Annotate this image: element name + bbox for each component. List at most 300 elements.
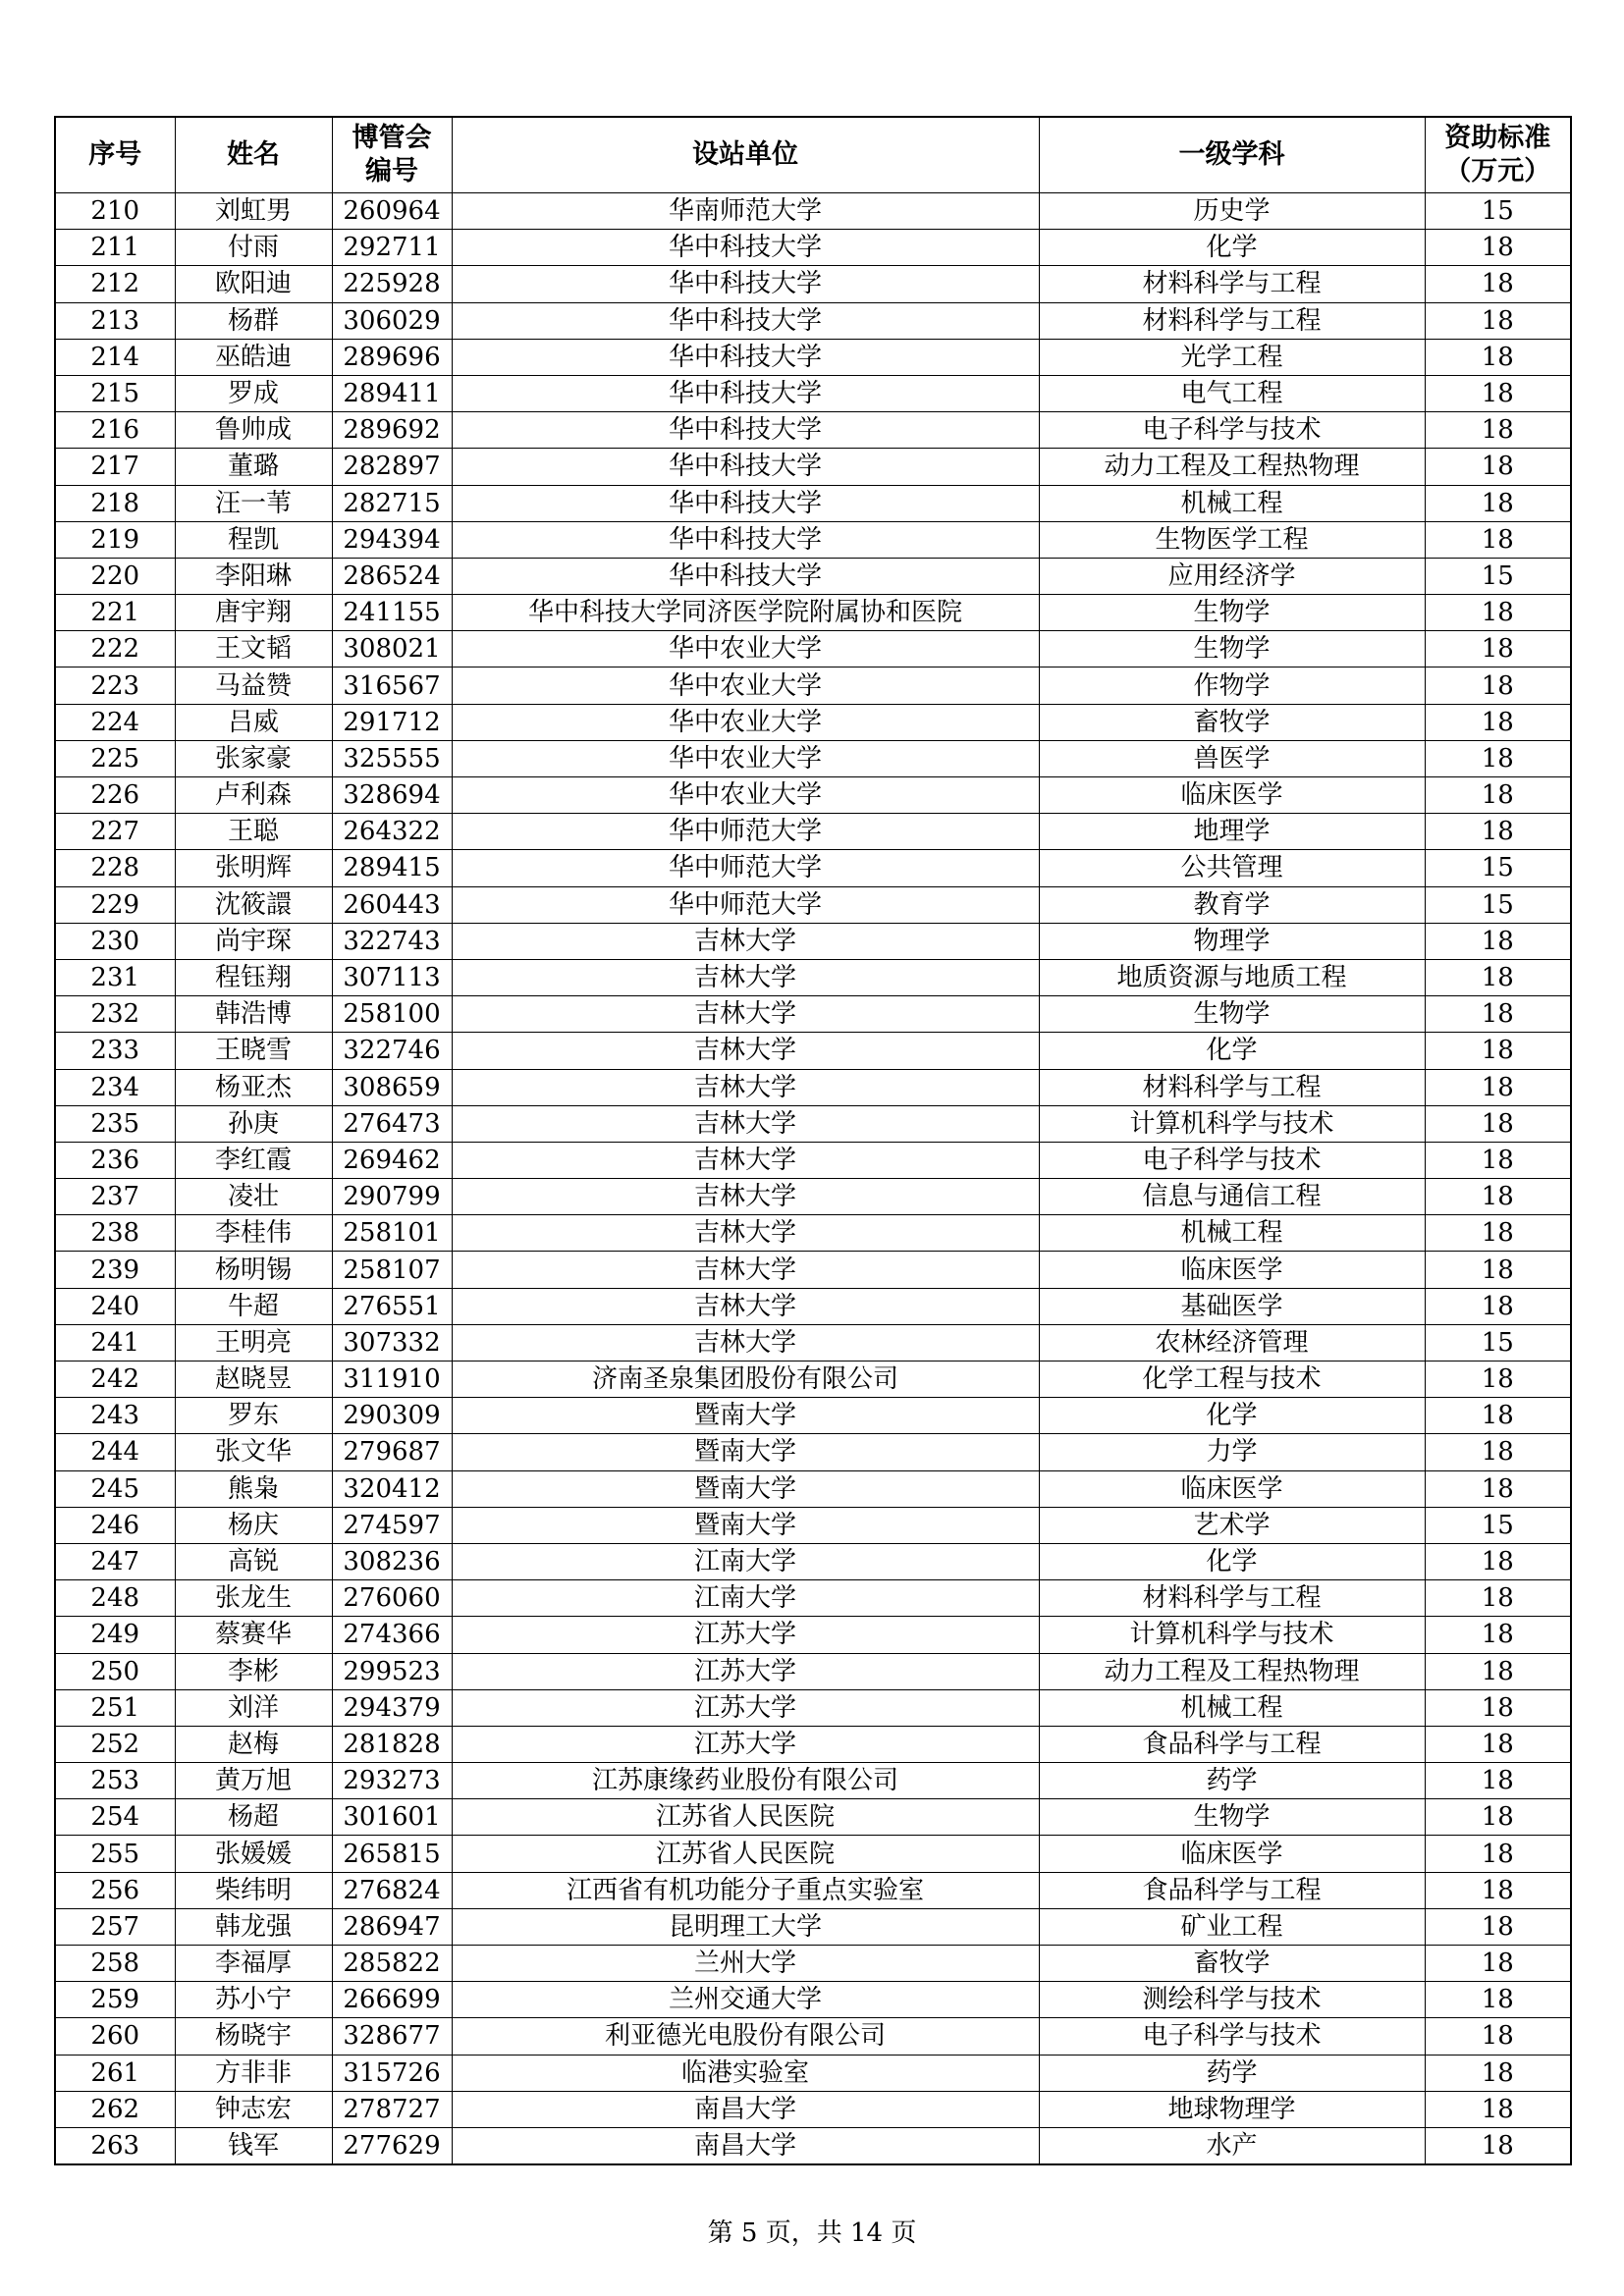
cell-subject: 食品科学与工程 xyxy=(1039,1872,1425,1908)
cell-host-unit: 吉林大学 xyxy=(452,959,1039,995)
cell-host-unit: 华中师范大学 xyxy=(452,850,1039,886)
cell-subject: 动力工程及工程热物理 xyxy=(1039,449,1425,485)
cell-host-unit: 暨南大学 xyxy=(452,1507,1039,1543)
cell-name: 黄万旭 xyxy=(175,1763,332,1799)
table-row xyxy=(55,923,1571,959)
cell-registry-number: 315726 xyxy=(332,2055,452,2091)
cell-host-unit: 吉林大学 xyxy=(452,1142,1039,1178)
cell-funding: 18 xyxy=(1425,1362,1571,1398)
cell-name: 张家豪 xyxy=(175,740,332,776)
cell-host-unit: 利亚德光电股份有限公司 xyxy=(452,2018,1039,2055)
cell-registry-number: 265815 xyxy=(332,1836,452,1872)
cell-name: 李福厚 xyxy=(175,1946,332,1982)
table-row xyxy=(55,1324,1571,1361)
table-row xyxy=(55,230,1571,266)
cell-subject: 生物医学工程 xyxy=(1039,521,1425,558)
cell-subject: 力学 xyxy=(1039,1434,1425,1470)
cell-funding: 18 xyxy=(1425,704,1571,740)
cell-subject: 畜牧学 xyxy=(1039,704,1425,740)
cell-subject: 电子科学与技术 xyxy=(1039,412,1425,449)
cell-index: 232 xyxy=(55,996,175,1033)
cell-host-unit: 华中科技大学 xyxy=(452,558,1039,594)
cell-name: 马益赞 xyxy=(175,667,332,704)
cell-registry-number: 225928 xyxy=(332,266,452,302)
table-row xyxy=(55,740,1571,776)
cell-name: 欧阳迪 xyxy=(175,266,332,302)
cell-index: 214 xyxy=(55,339,175,375)
cell-host-unit: 华中农业大学 xyxy=(452,777,1039,814)
cell-host-unit: 华中科技大学 xyxy=(452,339,1039,375)
cell-registry-number: 308021 xyxy=(332,631,452,667)
cell-index: 231 xyxy=(55,959,175,995)
cell-host-unit: 暨南大学 xyxy=(452,1434,1039,1470)
table-row xyxy=(55,1252,1571,1288)
cell-name: 韩浩博 xyxy=(175,996,332,1033)
cell-registry-number: 286524 xyxy=(332,558,452,594)
cell-subject: 计算机科学与技术 xyxy=(1039,1105,1425,1142)
cell-funding: 18 xyxy=(1425,595,1571,631)
table-row xyxy=(55,1799,1571,1836)
cell-funding: 18 xyxy=(1425,631,1571,667)
cell-registry-number: 274366 xyxy=(332,1617,452,1653)
cell-name: 凌壮 xyxy=(175,1179,332,1215)
cell-registry-number: 311910 xyxy=(332,1362,452,1398)
cell-subject: 电气工程 xyxy=(1039,375,1425,411)
cell-subject: 计算机科学与技术 xyxy=(1039,1617,1425,1653)
cell-name: 张龙生 xyxy=(175,1580,332,1617)
cell-index: 236 xyxy=(55,1142,175,1178)
cell-funding: 18 xyxy=(1425,412,1571,449)
cell-subject: 基础医学 xyxy=(1039,1288,1425,1324)
cell-name: 罗东 xyxy=(175,1398,332,1434)
cell-subject: 化学 xyxy=(1039,1033,1425,1069)
cell-registry-number: 328694 xyxy=(332,777,452,814)
cell-registry-number: 322746 xyxy=(332,1033,452,1069)
table-row xyxy=(55,2055,1571,2091)
cell-subject: 农林经济管理 xyxy=(1039,1324,1425,1361)
cell-host-unit: 兰州大学 xyxy=(452,1946,1039,1982)
cell-funding: 18 xyxy=(1425,1580,1571,1617)
cell-name: 董璐 xyxy=(175,449,332,485)
cell-funding: 15 xyxy=(1425,886,1571,923)
cell-subject: 水产 xyxy=(1039,2127,1425,2164)
cell-host-unit: 江苏大学 xyxy=(452,1726,1039,1762)
cell-registry-number: 328677 xyxy=(332,2018,452,2055)
cell-subject: 化学 xyxy=(1039,230,1425,266)
cell-funding: 18 xyxy=(1425,1434,1571,1470)
cell-funding: 18 xyxy=(1425,2055,1571,2091)
cell-registry-number: 307113 xyxy=(332,959,452,995)
cell-funding: 18 xyxy=(1425,2127,1571,2164)
cell-registry-number: 281828 xyxy=(332,1726,452,1762)
cell-registry-number: 286947 xyxy=(332,1908,452,1945)
cell-registry-number: 308659 xyxy=(332,1069,452,1105)
cell-funding: 18 xyxy=(1425,1872,1571,1908)
cell-registry-number: 285822 xyxy=(332,1946,452,1982)
cell-name: 钟志宏 xyxy=(175,2091,332,2127)
cell-funding: 18 xyxy=(1425,2018,1571,2055)
cell-index: 228 xyxy=(55,850,175,886)
cell-registry-number: 308236 xyxy=(332,1543,452,1579)
cell-index: 262 xyxy=(55,2091,175,2127)
cell-subject: 材料科学与工程 xyxy=(1039,1069,1425,1105)
table-row xyxy=(55,814,1571,850)
header-subject: 一级学科 xyxy=(1039,117,1425,193)
cell-index: 210 xyxy=(55,193,175,230)
cell-registry-number: 289692 xyxy=(332,412,452,449)
cell-index: 251 xyxy=(55,1689,175,1726)
cell-subject: 教育学 xyxy=(1039,886,1425,923)
cell-subject: 化学 xyxy=(1039,1398,1425,1434)
cell-funding: 18 xyxy=(1425,339,1571,375)
cell-funding: 18 xyxy=(1425,485,1571,521)
cell-name: 汪一苇 xyxy=(175,485,332,521)
cell-funding: 18 xyxy=(1425,923,1571,959)
cell-subject: 化学工程与技术 xyxy=(1039,1362,1425,1398)
cell-funding: 18 xyxy=(1425,1069,1571,1105)
cell-registry-number: 276060 xyxy=(332,1580,452,1617)
cell-host-unit: 江西省有机功能分子重点实验室 xyxy=(452,1872,1039,1908)
cell-index: 248 xyxy=(55,1580,175,1617)
cell-name: 程钰翔 xyxy=(175,959,332,995)
cell-registry-number: 260964 xyxy=(332,193,452,230)
header-registry-line2: 编号 xyxy=(365,156,418,187)
cell-index: 235 xyxy=(55,1105,175,1142)
cell-registry-number: 274597 xyxy=(332,1507,452,1543)
cell-subject: 机械工程 xyxy=(1039,1215,1425,1252)
cell-host-unit: 江苏康缘药业股份有限公司 xyxy=(452,1763,1039,1799)
table-header xyxy=(55,117,1571,193)
cell-index: 230 xyxy=(55,923,175,959)
table-row xyxy=(55,1142,1571,1178)
cell-name: 李彬 xyxy=(175,1653,332,1689)
table-row xyxy=(55,339,1571,375)
cell-registry-number: 289411 xyxy=(332,375,452,411)
cell-host-unit: 华中农业大学 xyxy=(452,631,1039,667)
cell-host-unit: 济南圣泉集团股份有限公司 xyxy=(452,1362,1039,1398)
cell-funding: 18 xyxy=(1425,814,1571,850)
cell-name: 杨超 xyxy=(175,1799,332,1836)
cell-funding: 18 xyxy=(1425,1653,1571,1689)
table-row xyxy=(55,1726,1571,1762)
cell-host-unit: 吉林大学 xyxy=(452,1033,1039,1069)
cell-funding: 18 xyxy=(1425,1726,1571,1762)
cell-index: 252 xyxy=(55,1726,175,1762)
cell-registry-number: 290799 xyxy=(332,1179,452,1215)
cell-name: 刘洋 xyxy=(175,1689,332,1726)
cell-funding: 18 xyxy=(1425,230,1571,266)
cell-name: 赵梅 xyxy=(175,1726,332,1762)
page-footer: 第 5 页，共 14 页 xyxy=(707,2218,917,2248)
cell-index: 261 xyxy=(55,2055,175,2091)
table-row xyxy=(55,595,1571,631)
cell-subject: 生物学 xyxy=(1039,595,1425,631)
cell-funding: 18 xyxy=(1425,1398,1571,1434)
cell-host-unit: 吉林大学 xyxy=(452,996,1039,1033)
table-row xyxy=(55,959,1571,995)
cell-funding: 18 xyxy=(1425,667,1571,704)
cell-funding: 18 xyxy=(1425,1689,1571,1726)
cell-index: 246 xyxy=(55,1507,175,1543)
table-row xyxy=(55,2127,1571,2164)
cell-subject: 兽医学 xyxy=(1039,740,1425,776)
cell-subject: 生物学 xyxy=(1039,631,1425,667)
cell-funding: 18 xyxy=(1425,1982,1571,2018)
cell-name: 罗成 xyxy=(175,375,332,411)
cell-index: 219 xyxy=(55,521,175,558)
cell-index: 225 xyxy=(55,740,175,776)
cell-host-unit: 南昌大学 xyxy=(452,2091,1039,2127)
cell-subject: 作物学 xyxy=(1039,667,1425,704)
cell-name: 韩龙强 xyxy=(175,1908,332,1945)
cell-funding: 18 xyxy=(1425,1763,1571,1799)
cell-funding: 18 xyxy=(1425,1946,1571,1982)
table-row xyxy=(55,1543,1571,1579)
table-row xyxy=(55,777,1571,814)
cell-registry-number: 322743 xyxy=(332,923,452,959)
cell-registry-number: 282715 xyxy=(332,485,452,521)
cell-host-unit: 华中科技大学同济医学院附属协和医院 xyxy=(452,595,1039,631)
cell-index: 216 xyxy=(55,412,175,449)
cell-registry-number: 299523 xyxy=(332,1653,452,1689)
cell-index: 259 xyxy=(55,1982,175,2018)
table-row xyxy=(55,521,1571,558)
cell-host-unit: 华中科技大学 xyxy=(452,302,1039,339)
cell-host-unit: 江南大学 xyxy=(452,1543,1039,1579)
cell-funding: 18 xyxy=(1425,2091,1571,2127)
cell-host-unit: 江苏大学 xyxy=(452,1617,1039,1653)
cell-index: 250 xyxy=(55,1653,175,1689)
table-row xyxy=(55,1288,1571,1324)
header-name: 姓名 xyxy=(175,117,332,193)
cell-subject: 动力工程及工程热物理 xyxy=(1039,1653,1425,1689)
cell-index: 263 xyxy=(55,2127,175,2164)
cell-registry-number: 279687 xyxy=(332,1434,452,1470)
cell-registry-number: 291712 xyxy=(332,704,452,740)
cell-name: 熊枭 xyxy=(175,1470,332,1507)
table-row xyxy=(55,1434,1571,1470)
cell-host-unit: 华中科技大学 xyxy=(452,230,1039,266)
cell-name: 王明亮 xyxy=(175,1324,332,1361)
cell-host-unit: 昆明理工大学 xyxy=(452,1908,1039,1945)
cell-funding: 18 xyxy=(1425,1033,1571,1069)
cell-name: 柴纬明 xyxy=(175,1872,332,1908)
table-body xyxy=(55,193,1571,2165)
cell-name: 张媛媛 xyxy=(175,1836,332,1872)
table-row xyxy=(55,2018,1571,2055)
table-row xyxy=(55,1617,1571,1653)
cell-host-unit: 华中农业大学 xyxy=(452,740,1039,776)
header-host-unit: 设站单位 xyxy=(452,117,1039,193)
cell-registry-number: 294379 xyxy=(332,1689,452,1726)
table-row xyxy=(55,1507,1571,1543)
cell-host-unit: 吉林大学 xyxy=(452,1179,1039,1215)
cell-host-unit: 华南师范大学 xyxy=(452,193,1039,230)
table-row xyxy=(55,1982,1571,2018)
cell-host-unit: 南昌大学 xyxy=(452,2127,1039,2164)
cell-registry-number: 320412 xyxy=(332,1470,452,1507)
table-row xyxy=(55,1362,1571,1398)
cell-host-unit: 华中师范大学 xyxy=(452,814,1039,850)
cell-funding: 15 xyxy=(1425,558,1571,594)
cell-index: 211 xyxy=(55,230,175,266)
cell-subject: 测绘科学与技术 xyxy=(1039,1982,1425,2018)
table-row xyxy=(55,667,1571,704)
cell-name: 李桂伟 xyxy=(175,1215,332,1252)
cell-name: 牛超 xyxy=(175,1288,332,1324)
cell-host-unit: 吉林大学 xyxy=(452,1288,1039,1324)
cell-name: 卢利森 xyxy=(175,777,332,814)
table-row xyxy=(55,1653,1571,1689)
cell-host-unit: 暨南大学 xyxy=(452,1470,1039,1507)
cell-subject: 畜牧学 xyxy=(1039,1946,1425,1982)
cell-index: 215 xyxy=(55,375,175,411)
table-row xyxy=(55,1836,1571,1872)
cell-registry-number: 290309 xyxy=(332,1398,452,1434)
cell-index: 243 xyxy=(55,1398,175,1434)
cell-host-unit: 华中科技大学 xyxy=(452,449,1039,485)
cell-host-unit: 华中农业大学 xyxy=(452,704,1039,740)
cell-funding: 18 xyxy=(1425,302,1571,339)
table-row xyxy=(55,631,1571,667)
cell-registry-number: 307332 xyxy=(332,1324,452,1361)
cell-name: 蔡赛华 xyxy=(175,1617,332,1653)
table-row xyxy=(55,266,1571,302)
cell-subject: 材料科学与工程 xyxy=(1039,266,1425,302)
cell-subject: 光学工程 xyxy=(1039,339,1425,375)
cell-funding: 18 xyxy=(1425,1142,1571,1178)
table-row xyxy=(55,302,1571,339)
cell-index: 226 xyxy=(55,777,175,814)
cell-host-unit: 临港实验室 xyxy=(452,2055,1039,2091)
table-row xyxy=(55,412,1571,449)
cell-funding: 15 xyxy=(1425,193,1571,230)
cell-name: 杨群 xyxy=(175,302,332,339)
cell-name: 杨晓宇 xyxy=(175,2018,332,2055)
cell-index: 242 xyxy=(55,1362,175,1398)
cell-index: 221 xyxy=(55,595,175,631)
cell-host-unit: 江苏大学 xyxy=(452,1653,1039,1689)
cell-subject: 临床医学 xyxy=(1039,777,1425,814)
cell-subject: 材料科学与工程 xyxy=(1039,1580,1425,1617)
cell-funding: 18 xyxy=(1425,959,1571,995)
cell-host-unit: 江南大学 xyxy=(452,1580,1039,1617)
cell-registry-number: 241155 xyxy=(332,595,452,631)
cell-subject: 临床医学 xyxy=(1039,1836,1425,1872)
table-row xyxy=(55,1872,1571,1908)
cell-name: 王文韬 xyxy=(175,631,332,667)
cell-index: 212 xyxy=(55,266,175,302)
cell-funding: 18 xyxy=(1425,449,1571,485)
cell-host-unit: 兰州交通大学 xyxy=(452,1982,1039,2018)
cell-index: 254 xyxy=(55,1799,175,1836)
cell-funding: 18 xyxy=(1425,375,1571,411)
cell-funding: 18 xyxy=(1425,1617,1571,1653)
cell-index: 249 xyxy=(55,1617,175,1653)
cell-name: 巫皓迪 xyxy=(175,339,332,375)
cell-name: 刘虹男 xyxy=(175,193,332,230)
table-row xyxy=(55,1069,1571,1105)
cell-funding: 18 xyxy=(1425,521,1571,558)
cell-subject: 电子科学与技术 xyxy=(1039,1142,1425,1178)
cell-host-unit: 华中科技大学 xyxy=(452,375,1039,411)
cell-registry-number: 293273 xyxy=(332,1763,452,1799)
cell-index: 220 xyxy=(55,558,175,594)
cell-registry-number: 301601 xyxy=(332,1799,452,1836)
table-row xyxy=(55,1105,1571,1142)
table-row xyxy=(55,886,1571,923)
cell-registry-number: 258100 xyxy=(332,996,452,1033)
table-row xyxy=(55,1470,1571,1507)
cell-name: 李阳琳 xyxy=(175,558,332,594)
cell-registry-number: 276551 xyxy=(332,1288,452,1324)
cell-registry-number: 266699 xyxy=(332,1982,452,2018)
cell-name: 唐宇翔 xyxy=(175,595,332,631)
cell-index: 217 xyxy=(55,449,175,485)
cell-name: 高锐 xyxy=(175,1543,332,1579)
cell-registry-number: 278727 xyxy=(332,2091,452,2127)
cell-funding: 18 xyxy=(1425,1105,1571,1142)
cell-index: 258 xyxy=(55,1946,175,1982)
cell-host-unit: 江苏大学 xyxy=(452,1689,1039,1726)
cell-registry-number: 260443 xyxy=(332,886,452,923)
cell-name: 尚宇琛 xyxy=(175,923,332,959)
cell-index: 255 xyxy=(55,1836,175,1872)
cell-registry-number: 276473 xyxy=(332,1105,452,1142)
cell-index: 240 xyxy=(55,1288,175,1324)
cell-name: 杨庆 xyxy=(175,1507,332,1543)
cell-host-unit: 江苏省人民医院 xyxy=(452,1836,1039,1872)
cell-host-unit: 吉林大学 xyxy=(452,1252,1039,1288)
cell-funding: 18 xyxy=(1425,777,1571,814)
header-registry-number xyxy=(332,117,452,193)
cell-subject: 机械工程 xyxy=(1039,1689,1425,1726)
cell-index: 238 xyxy=(55,1215,175,1252)
cell-index: 244 xyxy=(55,1434,175,1470)
table-row xyxy=(55,485,1571,521)
cell-host-unit: 华中科技大学 xyxy=(452,521,1039,558)
cell-index: 224 xyxy=(55,704,175,740)
cell-index: 247 xyxy=(55,1543,175,1579)
cell-subject: 艺术学 xyxy=(1039,1507,1425,1543)
header-registry-line1: 博管会 xyxy=(352,123,432,153)
cell-funding: 18 xyxy=(1425,1179,1571,1215)
cell-index: 223 xyxy=(55,667,175,704)
cell-host-unit: 华中科技大学 xyxy=(452,412,1039,449)
cell-subject: 临床医学 xyxy=(1039,1252,1425,1288)
header-funding-line2: （万元） xyxy=(1444,156,1551,187)
cell-subject: 应用经济学 xyxy=(1039,558,1425,594)
cell-subject: 机械工程 xyxy=(1039,485,1425,521)
cell-funding: 15 xyxy=(1425,850,1571,886)
cell-index: 239 xyxy=(55,1252,175,1288)
cell-name: 钱军 xyxy=(175,2127,332,2164)
cell-funding: 18 xyxy=(1425,1215,1571,1252)
cell-subject: 公共管理 xyxy=(1039,850,1425,886)
table-row xyxy=(55,449,1571,485)
cell-host-unit: 吉林大学 xyxy=(452,1105,1039,1142)
cell-registry-number: 258101 xyxy=(332,1215,452,1252)
cell-host-unit: 华中科技大学 xyxy=(452,266,1039,302)
cell-index: 245 xyxy=(55,1470,175,1507)
cell-index: 257 xyxy=(55,1908,175,1945)
cell-name: 张文华 xyxy=(175,1434,332,1470)
table-row xyxy=(55,558,1571,594)
cell-funding: 18 xyxy=(1425,1836,1571,1872)
cell-subject: 历史学 xyxy=(1039,193,1425,230)
cell-name: 李红霞 xyxy=(175,1142,332,1178)
cell-index: 234 xyxy=(55,1069,175,1105)
